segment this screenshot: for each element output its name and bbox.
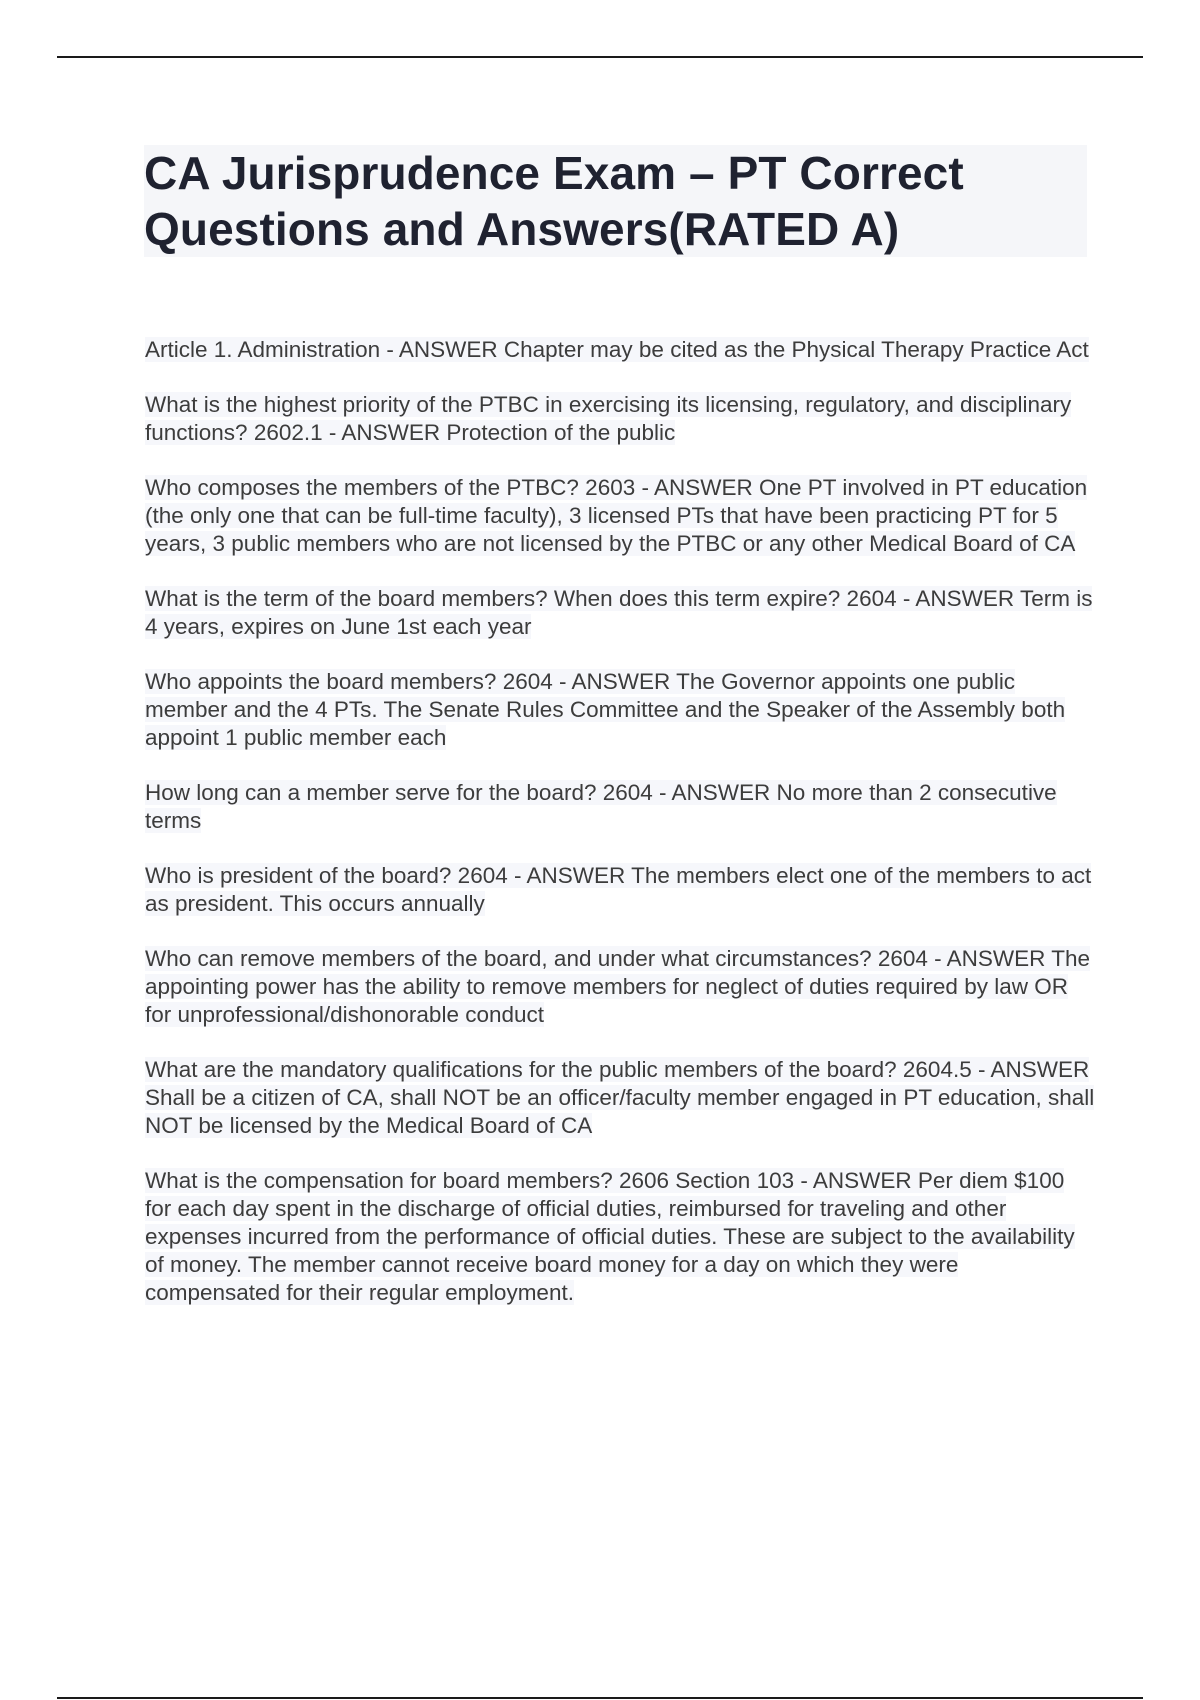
qa-item [145,945,1095,1029]
qa-text: What is the term of the board members? When does this term expire? 2604 - ANSWER Term is 4 years, expires on June 1st each year [145,586,1093,639]
qa-item [145,585,1095,641]
qa-text: What is the highest priority of the PTBC in exercising its licensing, regulatory, and disciplinary functions? 2602.1 - ANSWER Protection of the public [145,392,1072,445]
qa-item [145,474,1095,558]
qa-text: What are the mandatory qualifications for the public members of the board? 2604.5 - ANSWER Shall be a citizen of CA, shall NOT be an officer/faculty member engaged in PT education, shall NOT be licensed by the Medical Board of CA [145,1057,1095,1138]
document-title: CA Jurisprudence Exam – PT Correct Questions and Answers(RATED A) [144,147,964,255]
title-block [144,145,1087,257]
qa-text: Who composes the members of the PTBC? 2603 - ANSWER One PT involved in PT education (the only one that can be full-time faculty), 3 licensed PTs that have been practicing PT for 5 years, 3 public members who are not licensed by the PTBC or any other Medical Board of CA [145,475,1088,556]
qa-item [145,862,1095,918]
qa-text: Article 1. Administration - ANSWER Chapter may be cited as the Physical Therapy Practice Act [145,337,1089,362]
qa-item [145,1167,1095,1307]
top-rule [57,56,1143,58]
qa-item [145,1056,1095,1140]
qa-text: Who is president of the board? 2604 - ANSWER The members elect one of the members to act as president. This occurs annually [145,863,1092,916]
qa-item [145,336,1095,364]
qa-text: What is the compensation for board members? 2606 Section 103 - ANSWER Per diem $100 for each day spent in the discharge of official duties, reimbursed for traveling and other expenses incurred from the performance of official duties. These are subject to the availability of money. The member cannot receive board money for a day on which they were compensated for their regular employment. [145,1168,1075,1305]
qa-text: How long can a member serve for the board? 2604 - ANSWER No more than 2 consecutive terms [145,780,1057,833]
bottom-rule [57,1697,1143,1699]
qa-item [145,668,1095,752]
qa-item [145,779,1095,835]
qa-text: Who can remove members of the board, and under what circumstances? 2604 - ANSWER The appointing power has the ability to remove members for neglect of duties required by law OR for unprofessional/dishonorable conduct [145,946,1091,1027]
qa-text: Who appoints the board members? 2604 - ANSWER The Governor appoints one public member and the 4 PTs. The Senate Rules Committee and the Speaker of the Assembly both appoint 1 public member each [145,669,1066,750]
qa-item [145,391,1095,447]
qa-list [145,336,1095,1334]
